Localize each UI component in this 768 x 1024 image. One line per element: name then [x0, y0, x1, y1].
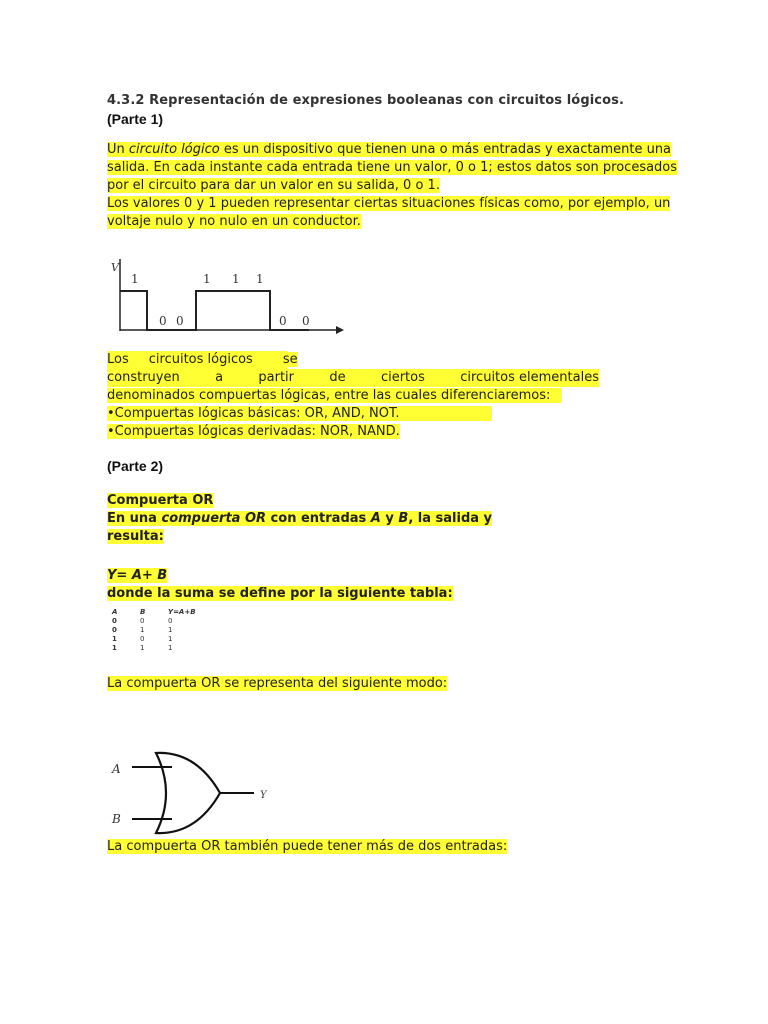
- table-cell: 1: [168, 644, 173, 652]
- caption-text: La compuerta OR también puede tener más de dos entradas:: [107, 839, 508, 854]
- gates-word: a: [215, 370, 224, 385]
- or-multiple-inputs-caption: [107, 839, 507, 854]
- bit-label: 1: [131, 272, 139, 286]
- or-formula-block: [107, 567, 453, 603]
- or-gate-term: compuerta OR: [161, 511, 267, 526]
- gates-word: circuitos elementales: [460, 370, 599, 385]
- caption-text: La compuerta OR se representa del siguiente modo:: [107, 676, 448, 691]
- gate-output-label: Y: [260, 790, 267, 801]
- table-cell: 0: [140, 617, 145, 625]
- or-representation-caption: [107, 676, 447, 691]
- gates-word: de: [329, 370, 346, 385]
- bit-label: 1: [203, 272, 211, 286]
- or-text: y: [380, 511, 399, 526]
- digital-waveform-diagram: [104, 251, 344, 337]
- part-2-label: (Parte 2): [107, 458, 164, 474]
- gate-input-b-label: B: [112, 812, 121, 826]
- table-cell: 1: [140, 626, 145, 634]
- table-row: [112, 644, 208, 653]
- input-b-term: B: [398, 511, 409, 526]
- gates-word: circuitos lógicos: [148, 352, 253, 367]
- gates-line-4: •Compuertas lógicas básicas: OR, AND, NOT.: [107, 406, 492, 421]
- waveform-axis-arrow: [336, 326, 344, 334]
- or-gate-diagram: [104, 745, 284, 835]
- table-cell: 1: [168, 626, 173, 634]
- bit-label: 1: [256, 272, 264, 286]
- table-row: [112, 626, 208, 635]
- or-text: , la salida y: [408, 511, 493, 526]
- table-row: [112, 617, 208, 626]
- gates-line-3: denominados compuertas lógicas, entre las cuales diferenciaremos:: [107, 388, 562, 403]
- gates-paragraph: [107, 351, 667, 441]
- circuit-term: circuito lógico: [128, 142, 220, 157]
- bit-label: 0: [302, 314, 310, 328]
- intro-line-2: salida. En cada instante cada entrada tiene un valor, 0 o 1; estos datos son procesados: [107, 160, 678, 175]
- gates-word: partir: [258, 370, 295, 385]
- table-cell: 0: [168, 617, 173, 625]
- gates-word: ciertos: [380, 370, 425, 385]
- gates-word: se: [282, 352, 298, 367]
- intro-line-3: por el circuito para dar un valor en su salida, 0 o 1.: [107, 178, 440, 193]
- table-header-row: [112, 608, 208, 617]
- or-formula: Y= A+ B: [107, 568, 168, 583]
- bit-label: 1: [232, 272, 240, 286]
- waveform-axis-label: V: [111, 261, 119, 274]
- table-cell: 0: [112, 626, 117, 634]
- gates-line-5: •Compuertas lógicas derivadas: NOR, NAND.: [107, 424, 400, 439]
- intro-line-1a: Un: [107, 142, 129, 157]
- table-cell: 0: [112, 617, 117, 625]
- table-cell: 1: [112, 644, 117, 652]
- table-cell: 0: [140, 635, 145, 643]
- bit-label: 0: [279, 314, 287, 328]
- table-intro: donde la suma se define por la siguiente tabla:: [107, 586, 453, 601]
- intro-line-4: Los valores 0 y 1 pueden representar ciertas situaciones físicas como, por ejemplo, un: [107, 196, 671, 211]
- or-truth-table: [112, 608, 208, 653]
- bit-label: 0: [159, 314, 167, 328]
- section-heading: 4.3.2 Representación de expresiones booleanas con circuitos lógicos.: [107, 93, 624, 108]
- header-y: Y=A+B: [168, 608, 196, 616]
- gates-word: Los: [107, 352, 129, 367]
- bit-label: 0: [176, 314, 184, 328]
- table-cell: 1: [140, 644, 145, 652]
- intro-line-1c: es un dispositivo que tienen una o más entradas y exactamente una: [219, 142, 672, 157]
- table-cell: 1: [112, 635, 117, 643]
- input-a-term: A: [370, 511, 381, 526]
- intro-line-5: voltaje nulo y no nulo en un conductor.: [107, 214, 361, 229]
- or-gate-body: [156, 753, 220, 833]
- or-definition: [107, 492, 492, 546]
- table-row: [112, 635, 208, 644]
- or-text: con entradas: [266, 511, 371, 526]
- gates-word: construyen: [107, 370, 180, 385]
- part-1-label: (Parte 1): [107, 111, 164, 127]
- gate-input-a-label: A: [112, 762, 121, 776]
- or-title: Compuerta OR: [107, 493, 214, 508]
- header-a: A: [112, 608, 118, 616]
- table-cell: 1: [168, 635, 173, 643]
- or-text: En una: [107, 511, 162, 526]
- intro-paragraph: [107, 141, 678, 231]
- or-result-label: resulta:: [107, 529, 164, 544]
- header-b: B: [140, 608, 146, 616]
